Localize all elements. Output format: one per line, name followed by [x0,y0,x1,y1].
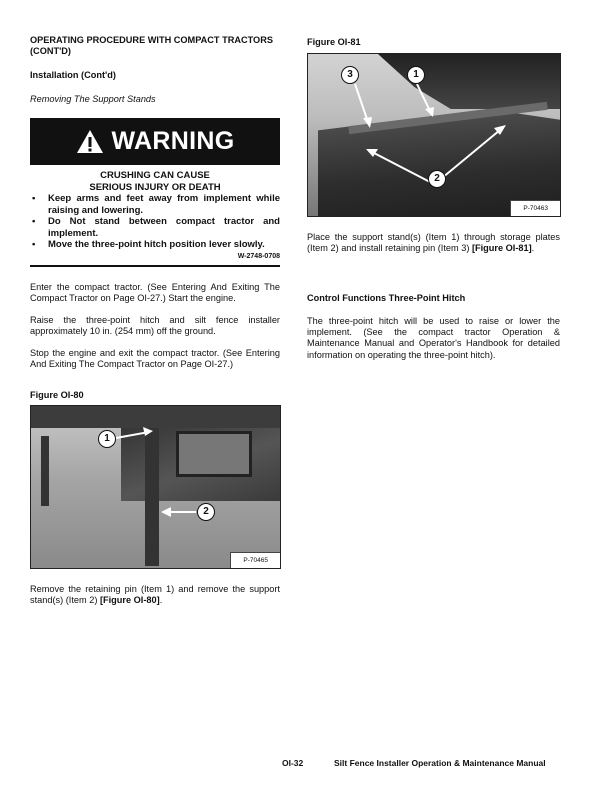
figure-oi-81-photo [307,53,561,217]
paragraph-text: Remove the retaining pin (Item 1) and remove the support stand(s) (Item 2) [30,584,280,606]
callout-arrows [31,406,280,568]
warning-triangle-icon [76,129,104,154]
section-title: OPERATING PROCEDURE WITH COMPACT TRACTORS (CONT'D) [30,35,273,57]
callout-2: 2 [428,170,446,188]
warning-item: • Keep arms and feet away from implement while raising and lowering. [30,193,280,216]
paragraph: Stop the engine and exit the compact tractor. (See Entering And Exiting The Compact Tractor on Page OI-27.) [30,348,280,370]
warning-item: • Move the three-point hitch position lever slowly. [30,239,280,251]
figure-reference: [Figure OI-80] [99,595,160,606]
manual-title: Silt Fence Installer Operation & Maintenance Manual [334,758,546,768]
paragraph: The three-point hitch will be used to raise or lower the implement. (See the compact tractor Operation & Maintenance Manual and Operator's Handbook for detailed information on operating the three-point hitch). [307,316,560,360]
figure-reference: [Figure OI-81] [471,243,532,254]
warning-item: • Do Not stand between compact tractor and implement. [30,216,280,239]
callout-2: 2 [197,503,215,521]
warning-rule [30,265,280,267]
paragraph-text: Place the support stand(s) (Item 1) through storage plates (Item 2) and install retaining pin (Item 3) [307,232,560,254]
italic-heading: Removing The Support Stands [30,94,156,104]
warning-title: WARNING [111,126,235,155]
section-heading: Control Functions Three-Point Hitch [307,293,466,303]
paragraph-end: . [531,243,535,254]
photo-code: P-70463 [510,200,560,216]
figure-label: Figure OI-80 [30,390,84,400]
warning-headline-1: CRUSHING CAN CAUSE [100,170,210,181]
callout-1: 1 [98,430,116,448]
paragraph [30,584,280,606]
photo-code: P-70465 [230,552,280,568]
figure-label: Figure OI-81 [307,37,361,47]
warning-list [30,193,280,251]
warning-code: W-2748-0708 [237,252,280,260]
page-number: OI-32 [282,758,304,768]
callout-1: 1 [407,66,425,84]
warning-box [30,118,280,267]
warning-headline-2: SERIOUS INJURY OR DEATH [89,181,221,193]
paragraph: Raise the three-point hitch and silt fence installer approximately 10 in. (254 mm) off the ground. [30,315,280,337]
figure-oi-80-photo [30,405,281,569]
paragraph-end: . [159,595,163,606]
subsection-heading: Installation (Cont'd) [30,70,116,80]
warning-banner [30,118,280,165]
paragraph: Enter the compact tractor. (See Entering And Exiting The Compact Tractor on Page OI-27.) Start the engine. [30,282,280,304]
callout-3: 3 [341,66,359,84]
paragraph [307,232,560,254]
